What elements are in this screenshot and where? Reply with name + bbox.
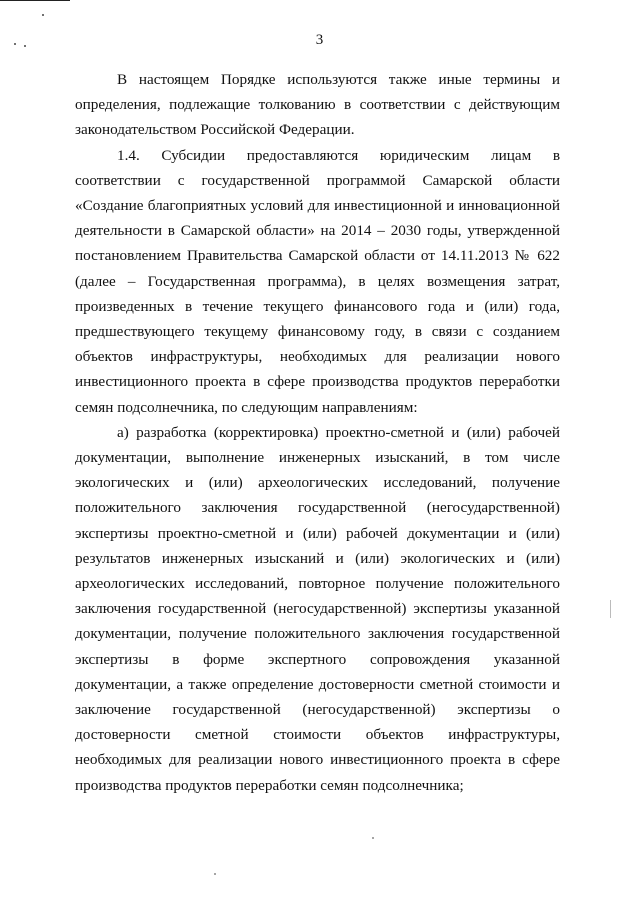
paragraph-1-4: 1.4. Субсидии предоставляются юридическим лицам в соответствии с государственной программой Самарской области «Создание благоприятных условий для инвестиционной и инновационной деятельности в Самарской области» на 2014 – 2030 годы, утвержденной постановлением Правительства Самарской области от 14.11.2013 № 622 (далее – Государственная программа), в целях возмещения затрат, произведенных в течение текущего финансового года и (или) года, предшествующего текущему финансовому году, в связи с созданием объектов инфраструктуры, необходимых для реализации нового инвестиционного проекта в сфере производства продуктов переработки семян подсолнечника, по следующим направлениям: bbox=[75, 146, 560, 416]
scan-mark-top bbox=[0, 0, 70, 1]
scan-speck bbox=[214, 873, 216, 875]
paragraph-item-a: а) разработка (корректировка) проектно-сметной и (или) рабочей документации, выполнение инженерных изысканий, в том числе экологических и (или) археологических исследований, получение положительного заключения государственной (негосударственной) экспертизы проектно-сметной и (или) рабочей документации и (или) результатов инженерных изысканий и (или) экологических и (или) археологических исследований, повторное получение положительного заключения государственной (негосударственной) экспертизы указанной документации, получение положительного заключения государственной экспертизы в форме экспертного сопровождения указанной документации, а также определение достоверности сметной стоимости и заключение государственной (негосударственной) экспертизы о достоверности сметной стоимости объектов инфраструктуры, необходимых для реализации нового инвестиционного проекта в сфере производства продуктов переработки семян подсолнечника; bbox=[75, 423, 560, 794]
scan-speck bbox=[42, 14, 44, 16]
page-number: 3 bbox=[315, 32, 324, 48]
document-body bbox=[75, 67, 560, 798]
scan-speck bbox=[372, 837, 374, 839]
scan-speck bbox=[610, 600, 611, 618]
paragraph-terms: В настоящем Порядке используются также иные термины и определения, подлежащие толкованию в соответствии с действующим законодательством Российской Федерации. bbox=[75, 71, 560, 139]
